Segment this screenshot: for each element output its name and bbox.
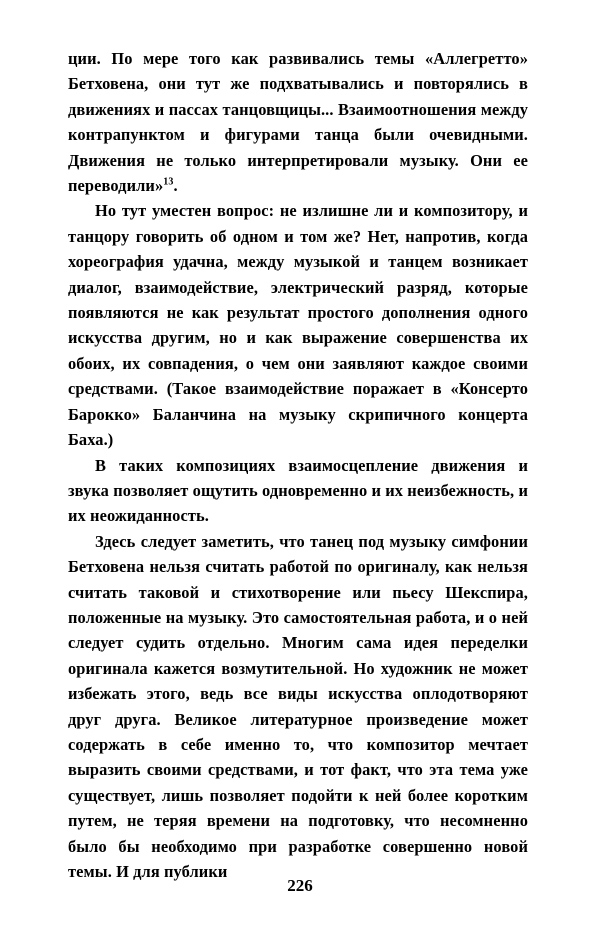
page-body <box>68 46 528 884</box>
paragraph-4: Здесь следует заметить, что танец под музыку симфонии Бетховена нельзя считать работой по оригиналу, как нельзя считать таковой и стихотворение или пьесу Шекспира, положенные на музыку. Это самостоятельная работа, и о ней следует судить отдельно. Многим сама идея переделки оригинала кажется возмутительной. Но художник не может избежать этого, ведь все виды искусства оплодотворяют друг друга. Великое литературное произведение может содержать в себе именно то, что композитор мечтает выразить своими средствами, и тот факт, что эта тема уже существует, лишь позволяет подойти к ней более коротким путем, не теряя времени на подготовку, что несомненно было бы необходимо при разработке совершенно новой темы. И для публики <box>68 531 528 881</box>
paragraph-text: ции. По мере того как развивались темы «Аллегретто» Бетховена, они тут же подхватывались и повторялись в движениях и пассах танцовщицы... Взаимоотношения между контрапунктом и фигурами танца были очевидными. Движения не только интерпретировали музыку. Они ее переводили» <box>68 49 528 196</box>
paragraph-tail: . <box>173 176 178 196</box>
page-number: 226 <box>287 876 313 895</box>
paragraph-1 <box>68 46 528 198</box>
paragraph-3: В таких композициях взаимосцепление движения и звука позволяет ощутить одновременно и их неизбежность, и их неожиданность. <box>68 455 528 526</box>
footnote-marker: 13 <box>163 176 174 188</box>
paragraph-2: Но тут уместен вопрос: не излишне ли и композитору, и танцору говорить об одном и том же? Нет, напротив, когда хореография удачна, между музыкой и танцем возникает диалог, взаимодействие, электрический разряд, которые появляются не как результат простого дополнения одного искусства другим, но и как выражение совершенства их обоих, их совпадения, о чем они заявляют каждое своими средствами. (Такое взаимодействие поражает в «Консерто Барокко» Баланчина на музыку скрипичного концерта Баха.) <box>68 201 528 450</box>
